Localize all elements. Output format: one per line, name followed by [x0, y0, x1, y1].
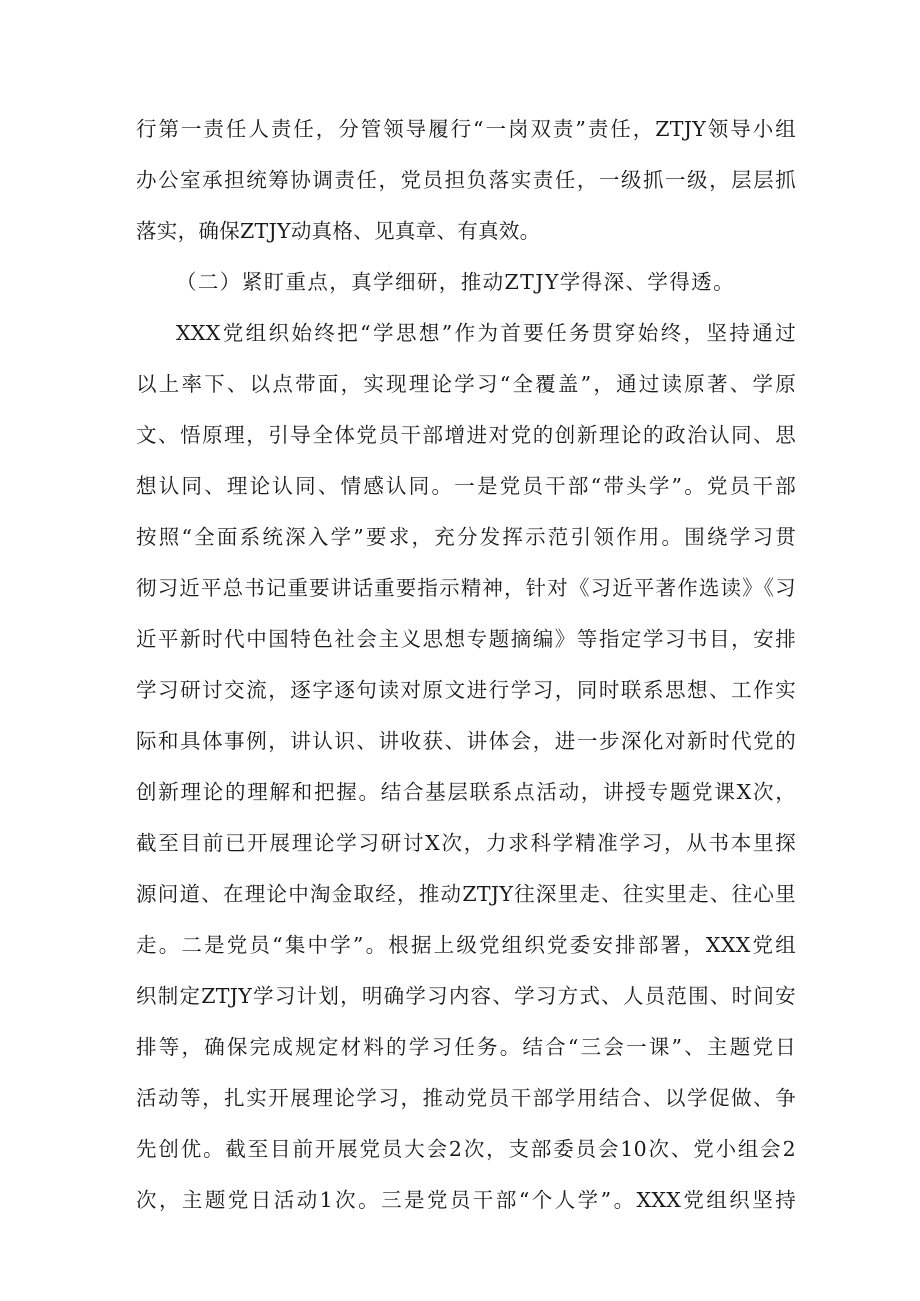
body-text-line: 走。二是党员“集中学”。根据上级党组织党委安排部署，XXX党组 [136, 933, 796, 957]
body-text-line: 彻习近平总书记重要讲话重要指示精神，针对《习近平著作选读》《习 [136, 576, 796, 600]
body-text-line: 以上率下、以点带面，实现理论学习“全覆盖”，通过读原著、学原 [136, 372, 796, 396]
paragraph-first-line: XXX党组织始终把“学思想”作为首要任务贯穿始终，坚持通过 [176, 321, 796, 345]
body-text-line: 排等，确保完成规定材料的学习任务。结合“三会一课”、主题党日 [136, 1035, 796, 1059]
body-text-line: 织制定ZTJY学习计划，明确学习内容、学习方式、人员范围、时间安 [136, 984, 796, 1008]
body-text-line: 想认同、理论认同、情感认同。一是党员干部“带头学”。党员干部 [136, 474, 796, 498]
body-text-line: 落实，确保ZTJY动真格、见真章、有真效。 [136, 219, 541, 243]
body-text-line: 先创优。截至目前开展党员大会2次，支部委员会10次、党小组会2 [136, 1137, 796, 1161]
body-text-line: 近平新时代中国特色社会主义思想专题摘编》等指定学习书目，安排 [136, 627, 796, 651]
body-text-line: 办公室承担统筹协调责任，党员担负落实责任，一级抓一级，层层抓 [136, 168, 796, 192]
body-text-line: 文、悟原理，引导全体党员干部增进对党的创新理论的政治认同、思 [136, 423, 796, 447]
body-text-line: 次，主题党日活动1次。三是党员干部“个人学”。XXX党组织坚持 [136, 1188, 796, 1212]
body-text-line: 活动等，扎实开展理论学习，推动党员干部学用结合、以学促做、争 [136, 1086, 796, 1110]
body-text-line: 行第一责任人责任，分管领导履行“一岗双责”责任，ZTJY领导小组 [136, 117, 796, 141]
body-text-line: 学习研讨交流，逐字逐句读对原文进行学习，同时联系思想、工作实 [136, 678, 796, 702]
body-text-line: 按照“全面系统深入学”要求，充分发挥示范引领作用。围绕学习贯 [136, 525, 796, 549]
body-text-line: 际和具体事例，讲认识、讲收获、讲体会，进一步深化对新时代党的 [136, 729, 796, 753]
section-heading: （二）紧盯重点，真学细研，推动ZTJY学得深、学得透。 [176, 270, 735, 294]
body-text-line: 截至目前已开展理论学习研讨X次，力求科学精准学习，从书本里探 [136, 831, 796, 855]
body-text-line: 源问道、在理论中淘金取经，推动ZTJY往深里走、往实里走、往心里 [136, 882, 796, 906]
body-text-line: 创新理论的理解和把握。结合基层联系点活动，讲授专题党课X次， [136, 780, 796, 804]
